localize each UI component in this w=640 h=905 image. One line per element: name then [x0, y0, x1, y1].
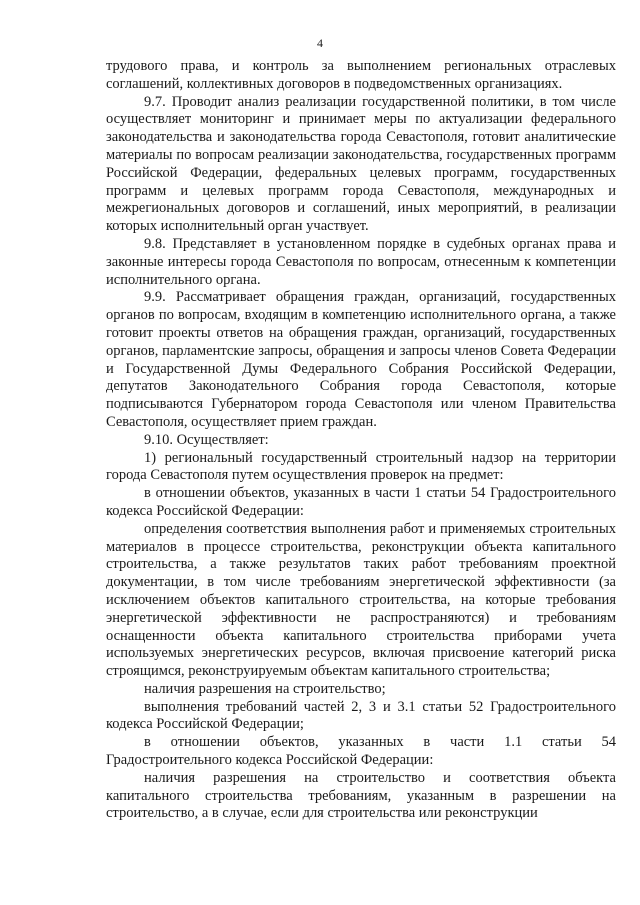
paragraph: в отношении объектов, указанных в части 1.1 статьи 54 Градостроительного кодекса Российской Федерации:: [106, 734, 616, 769]
paragraph: 9.7. Проводит анализ реализации государственной политики, в том числе осуществляет мониторинг и принимает меры по актуализации федерального законодательства и законодательства города Севастополя, готовит аналитические материалы по вопросам реализации законодательства, государственных программ Российской Федерации, федеральных целевых программ, государственных программ и целевых программ города Севастополя, международных и межрегиональных договоров и соглашений, иных мероприятий, в реализации которых исполнительный орган участвует.: [106, 93, 616, 235]
page-number: 4: [317, 36, 323, 50]
paragraph: наличия разрешения на строительство;: [144, 680, 386, 697]
paragraph: определения соответствия выполнения работ и применяемых строительных материалов в процессе строительства, реконструкции объекта капитального строительства, а также результатов таких работ требованиям проектной документации, в том числе требованиям энергетической эффективности (за исключением объектов капитального строительства, на которые требования энергетической эффективности не распространяются) и требованиям оснащенности объекта капитального строительства приборами учета используемых энергетических ресурсов, включая присвоение категорий риска строящимся, реконструируемым объектам капитального строительства;: [106, 520, 616, 680]
paragraph: трудового права, и контроль за выполнением региональных отраслевых соглашений, коллективных договоров в подведомственных организациях.: [106, 58, 616, 92]
paragraph: 9.10. Осуществляет:: [144, 431, 269, 448]
paragraph: в отношении объектов, указанных в части 1 статьи 54 Градостроительного кодекса Российской Федерации:: [106, 485, 616, 519]
paragraph: 1) региональный государственный строительный надзор на территории города Севастополя путем осуществления проверок на предмет:: [106, 449, 616, 484]
paragraph: 9.9. Рассматривает обращения граждан, организаций, государственных органов по вопросам, входящим в компетенцию исполнительного органа, а также готовит проекты ответов на обращения граждан, организаций, государственных органов, парламентские запросы, обращения и запросы членов Совета Федерации и Государственной Думы Федерального Собрания Российской Федерации, депутатов Законодательного Собрания города Севастополя, которые подписываются Губернатором города Севастополя или членом Правительства Севастополя, осуществляет прием граждан.: [106, 289, 616, 430]
document-body: [106, 58, 616, 823]
paragraph: выполнения требований частей 2, 3 и 3.1 статьи 52 Градостроительного кодекса Российской Федерации;: [106, 698, 616, 733]
paragraph: 9.8. Представляет в установленном порядке в судебных органах права и законные интересы города Севастополя по вопросам, отнесенным к компетенции исполнительного органа.: [106, 235, 616, 288]
paragraph: наличия разрешения на строительство и соответствия объекта капитального строительства требованиям, указанным в разрешении на строительство, а в случае, если для строительства или реконструкции: [106, 769, 616, 822]
